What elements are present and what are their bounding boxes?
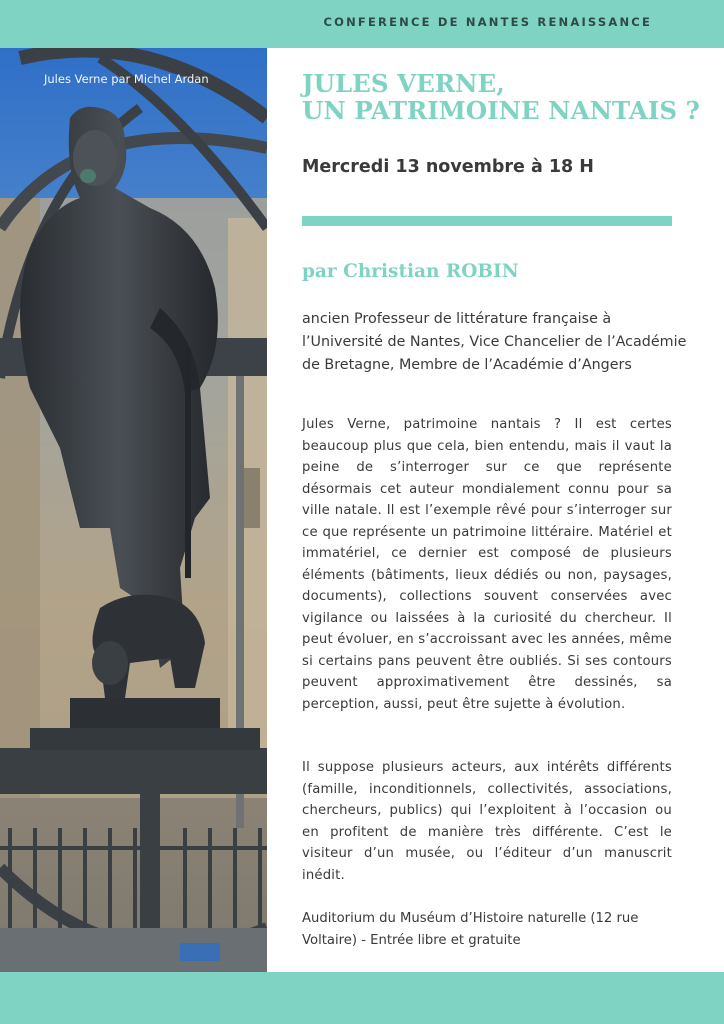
title-line-1: JULES VERNE,	[302, 69, 505, 98]
title-line-2: UN PATRIMOINE NANTAIS ?	[302, 96, 700, 125]
description-paragraph-2: Il suppose plusieurs acteurs, aux intérêts différents (famille, inconditionnels, collectivités, associations, chercheurs, publics) qui l’exploitent à l’occasion ou en profitent de manière très différente. C’est le visiteur d’un musée, ou l’éditeur d’un manuscrit inédit.	[302, 760, 672, 883]
description-paragraph-1: Jules Verne, patrimoine nantais ? Il est certes beaucoup plus que cela, bien entendu, mais il vaut la peine de s’interroger sur ce que représente désormais cet auteur mondialement connu pour sa ville natale. Il est l’exemple rêvé pour s’interroger sur ce que représente un patrimoine littéraire. Matériel et immatériel, ce dernier est composé de plusieurs éléments (bâtiments, lieux dédiés ou non, paysages, documents), collections souvent conservées avec vigilance ou laissées à la curiosité du chercheur. Il peut évoluer, en s’accroissant avec les années, même si certains pans peuvent être oubliés. Si ses contours peuvent approximativement être dessinés, sa perception, aussi, peut être sujette à évolution.	[302, 417, 672, 712]
divider	[302, 216, 672, 226]
page-title	[302, 70, 702, 124]
organization-name: CONFERENCE DE NANTES RENAISSANCE	[323, 15, 652, 29]
header-band	[0, 0, 724, 48]
event-date: Mercredi 13 novembre à 18 H	[302, 157, 594, 177]
statue-illustration	[0, 48, 267, 972]
speaker-name: par Christian ROBIN	[302, 261, 519, 282]
venue-info: Auditorium du Muséum d’Histoire naturelle (12 rue Voltaire) - Entrée libre et gratuite	[302, 911, 639, 948]
speaker-credentials: ancien Professeur de littérature française à l’Université de Nantes, Vice Chancelier de l’Académie de Bretagne, Membre de l’Académie d’Angers	[302, 311, 687, 373]
photo-caption: Jules Verne par Michel Ardan	[44, 72, 209, 86]
statue-photo	[0, 48, 267, 972]
footer-band	[0, 972, 724, 1024]
